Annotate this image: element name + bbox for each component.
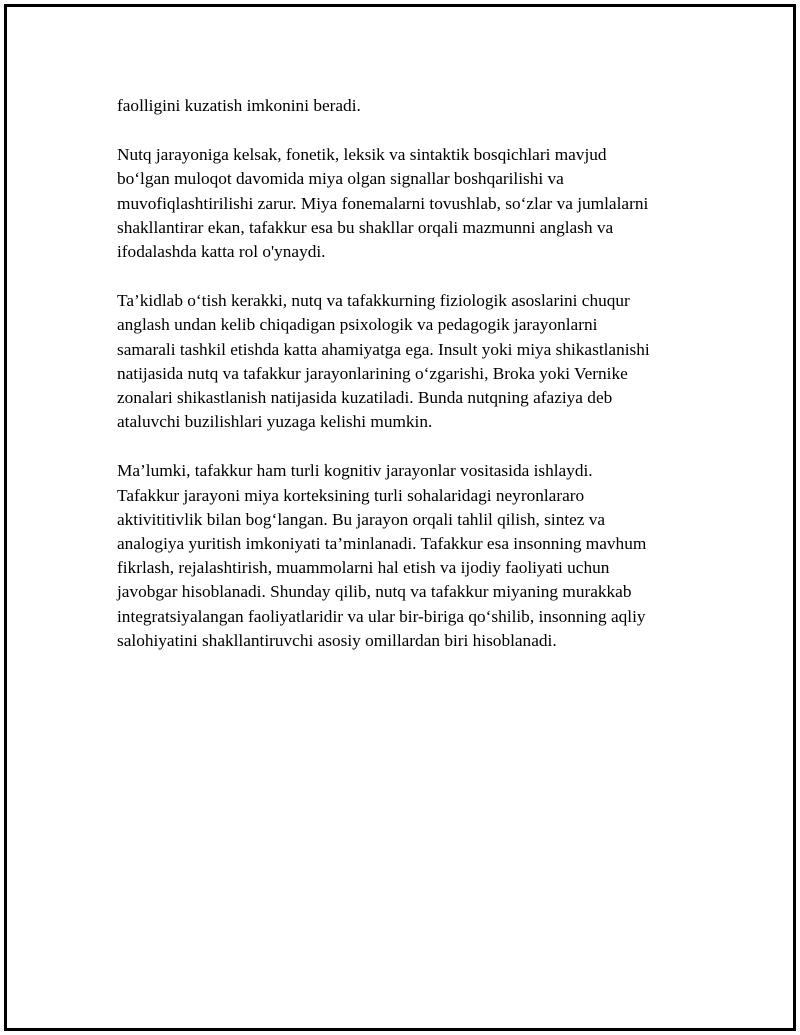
paragraph-continuation: faolligini kuzatish imkonini beradi. <box>117 96 361 115</box>
paragraph-physiology: Ta’kidlab o‘tish kerakki, nutq va tafakkurning fiziologik asoslarini chuqur anglash undan kelib chiqadigan psixologik va pedagogik jarayonlarni samarali tashkil etishda katta ahamiyatga ega. Insult yoki miya shikastlanishi natijasida nutq va tafakkur jarayonlarining o‘zgarishi, Broka yoki Vernike zonalari shikastlanish natijasida kuzatiladi. Bunda nutqning afaziya deb ataluvchi buzilishlari yuzaga kelishi mumkin. <box>117 291 650 432</box>
document-body <box>117 94 691 678</box>
paragraph-cognition: Ma’lumki, tafakkur ham turli kognitiv jarayonlar vositasida ishlaydi. Tafakkur jarayoni miya korteksining turli sohalaridagi neyronlararo aktivititivlik bilan bog‘langan. Bu jarayon orqali tahlil qilish, sintez va analogiya yuritish imkoniyati ta’minlanadi. Tafakkur esa insonning mavhum fikrlash, rejalashtirish, muammolarni hal etish va ijodiy faoliyati uchun javobgar hisoblanadi. Shunday qilib, nutq va tafakkur miyaning murakkab integratsiyalangan faoliyatlaridir va ular bir-biriga qo‘shilib, insonning aqliy salohiyatini shakllantiruvchi asosiy omillardan biri hisoblanadi. <box>117 461 647 650</box>
paragraph-speech-process: Nutq jarayoniga kelsak, fonetik, leksik va sintaktik bosqichlari mavjud bo‘lgan muloqot davomida miya olgan signallar boshqarilishi va muvofiqlashtirilishi zarur. Miya fonemalarni tovushlab, so‘zlar va jumlalarni shakllantirar ekan, tafakkur esa bu shakllar orqali mazmunni anglash va ifodalashda katta rol o'ynaydi. <box>117 145 649 262</box>
